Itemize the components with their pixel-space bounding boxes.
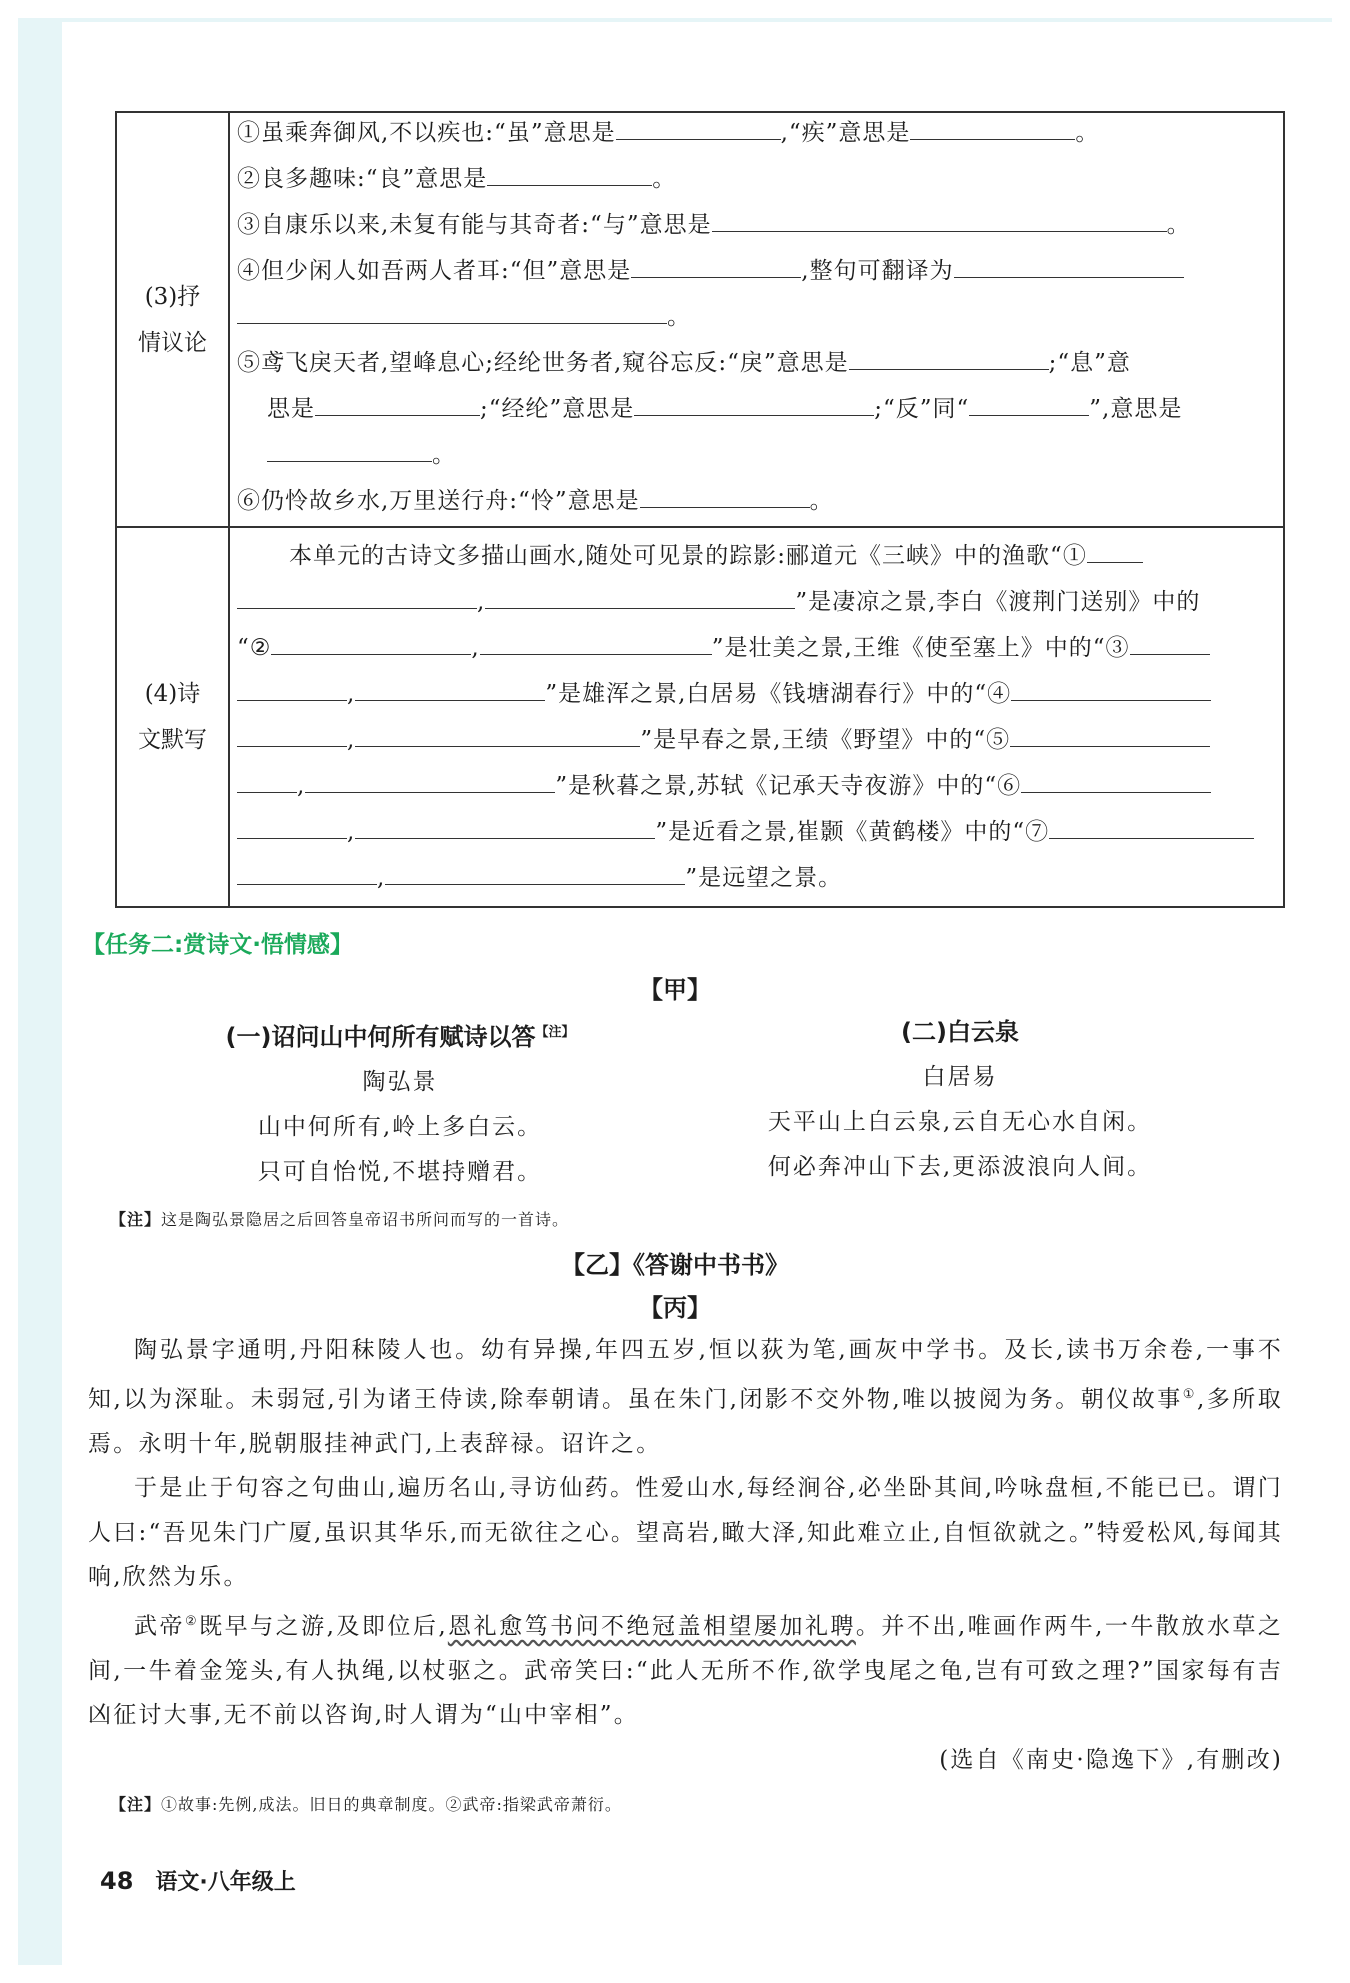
answer-blank[interactable] [1021, 768, 1211, 793]
page-footer [100, 1865, 296, 1896]
question-5: ⑤鸢飞戾天者,望峰息心;经纶世务者,窥谷忘反:“戾”意思是 ;“息”意 [237, 345, 1275, 381]
question-4: ④但少闲人如吾两人者耳:“但”意思是 ,整句可翻译为 [237, 253, 1275, 289]
answer-blank[interactable] [237, 722, 347, 747]
poem-one [160, 1010, 640, 1195]
answer-blank[interactable] [910, 115, 1075, 140]
answer-blank[interactable] [237, 768, 297, 793]
answer-blank[interactable] [355, 814, 655, 839]
recite-line-3: “② , ”是壮美之景,王维《使至塞上》中的“③ [237, 630, 1275, 666]
row-label-lyrical: (3)抒情议论 [117, 113, 230, 526]
book-title: 语文·八年级上 [155, 1870, 296, 1895]
answer-blank[interactable] [355, 722, 640, 747]
question-6: ⑥仍怜故乡水,万里送行舟:“怜”意思是 。 [237, 483, 1275, 519]
answer-blank[interactable] [1049, 814, 1254, 839]
answer-blank[interactable] [712, 207, 1167, 232]
table-row-lyrical [117, 113, 1283, 528]
answer-blank[interactable] [480, 630, 712, 655]
answer-blank[interactable] [849, 345, 1049, 370]
answer-blank[interactable] [1087, 538, 1143, 563]
answer-blank[interactable] [1010, 722, 1210, 747]
answer-blank[interactable] [640, 483, 810, 508]
poem-two-title: (二)白云泉 [901, 1018, 1019, 1046]
section-jia-heading: 【甲】 [639, 976, 711, 1004]
poem-note: 【注】这是陶弘景隐居之后回答皇帝诏书所问而写的一首诗。 [110, 1210, 570, 1229]
page-number: 48 [100, 1867, 134, 1895]
question-2: ②良多趣味:“良”意思是 。 [237, 161, 1275, 197]
answer-blank[interactable] [237, 584, 477, 609]
poem-two-line-2: 何必奔冲山下去,更添波浪向人间。 [767, 1154, 1153, 1180]
poem-one-title: (一)诏问山中何所有赋诗以答$^{【注】}$ [225, 1023, 575, 1051]
wavy-underlined-sentence: 恩礼愈笃书问不绝冠盖相望屡加礼聘 [447, 1613, 856, 1640]
answer-blank[interactable] [355, 676, 545, 701]
answer-blank[interactable] [485, 584, 795, 609]
recite-line-7: , ”是近看之景,崔颢《黄鹤楼》中的“⑦ [237, 814, 1275, 850]
answer-blank[interactable] [237, 676, 347, 701]
answer-blank[interactable] [954, 253, 1184, 278]
answer-blank[interactable] [305, 768, 555, 793]
bing-passage [88, 1328, 1283, 1782]
recite-line-4: , ”是雄浑之景,白居易《钱塘湖春行》中的“④ [237, 676, 1275, 712]
row-label-recitation: (4)诗文默写 [117, 528, 230, 906]
recite-line-8: , ”是远望之景。 [237, 860, 1275, 896]
answer-blank[interactable] [315, 391, 480, 416]
recite-line-5: , ”是早春之景,王绩《野望》中的“⑤ [237, 722, 1275, 758]
passage-note: 【注】①故事:先例,成法。旧日的典章制度。②武帝:指梁武帝萧衍。 [110, 1795, 622, 1814]
poem-two-author: 白居易 [922, 1064, 998, 1090]
passage-source: (选自《南史·隐逸下》,有删改) [939, 1746, 1283, 1773]
question-5-cont2: 。 [267, 437, 1275, 473]
exercise-table [115, 111, 1285, 908]
question-5-cont: 思是 ;“经纶”意思是 ;“反”同“ ”,意思是 [267, 391, 1275, 427]
task-two-heading: 【任务二:赏诗文·悟情感】 [82, 932, 353, 958]
answer-blank[interactable] [237, 299, 667, 324]
recite-line-6: , ”是秋暮之景,苏轼《记承天寺夜游》中的“⑥ [237, 768, 1275, 804]
passage-paragraph-3: 武帝②既早与之游,及即位后,恩礼愈笃书问不绝冠盖相望屡加礼聘。并不出,唯画作两牛,一牛散放水草之间,一牛着金笼头,有人执绳,以杖驱之。武帝笑曰:“此人无所不作,欲学曳尾之龟,岂有可致之理?”国家每有吉凶征讨大事,无不前以咨询,时人谓为“山中宰相”。 [88, 1613, 1284, 1729]
recite-line-1: 本单元的古诗文多描山画水,随处可见景的踪影:郦道元《三峡》中的渔歌“① [289, 538, 1275, 574]
answer-blank[interactable] [634, 391, 874, 416]
passage-paragraph-1: 陶弘景字通明,丹阳秣陵人也。幼有异操,年四五岁,恒以荻为笔,画灰中学书。及长,读书万余卷,一事不知,以为深耻。未弱冠,引为诸王侍读,除奉朝请。虽在朱门,闭影不交外物,唯以披阅为务。朝仪故事①,多所取焉。永明十年,脱朝服挂神武门,上表辞禄。诏许之。 [88, 1337, 1283, 1457]
poem-two-line-1: 天平山上白云泉,云自无心水自闲。 [767, 1109, 1153, 1135]
answer-blank[interactable] [271, 630, 471, 655]
recite-line-2: , ”是凄凉之景,李白《渡荆门送别》中的 [237, 584, 1275, 620]
table-row-recitation [117, 528, 1283, 906]
question-1: ①虽乘奔御风,不以疾也:“虽”意思是 ,“疾”意思是 。 [237, 115, 1275, 151]
poem-one-author: 陶弘景 [362, 1069, 438, 1095]
poem-two [720, 1010, 1200, 1190]
answer-blank[interactable] [1011, 676, 1211, 701]
answer-blank[interactable] [385, 860, 685, 885]
answer-blank[interactable] [969, 391, 1089, 416]
poem-one-line-1: 山中何所有,岭上多白云。 [257, 1114, 543, 1140]
passage-paragraph-2: 于是止于句容之句曲山,遍历名山,寻访仙药。性爱山水,每经涧谷,必坐卧其间,吟咏盘桓,不能已已。谓门人曰:“吾见朱门广厦,虽识其华乐,而无欲往之心。望高岩,瞰大泽,知此难立止,自恒欲就之。”特爱松风,每闻其响,欣然为乐。 [88, 1475, 1283, 1591]
section-bing-heading: 【丙】 [639, 1294, 711, 1322]
section-yi-heading: 【乙】《答谢中书书》 [561, 1251, 789, 1279]
answer-blank[interactable] [631, 253, 801, 278]
answer-blank[interactable] [1130, 630, 1210, 655]
answer-blank[interactable] [267, 437, 432, 462]
answer-blank[interactable] [616, 115, 781, 140]
answer-blank[interactable] [237, 814, 347, 839]
question-4-cont: 。 [237, 299, 1275, 335]
answer-blank[interactable] [487, 161, 652, 186]
answer-blank[interactable] [237, 860, 377, 885]
poem-one-line-2: 只可自怡悦,不堪持赠君。 [257, 1159, 543, 1185]
question-3: ③自康乐以来,未复有能与其奇者:“与”意思是 。 [237, 207, 1275, 243]
